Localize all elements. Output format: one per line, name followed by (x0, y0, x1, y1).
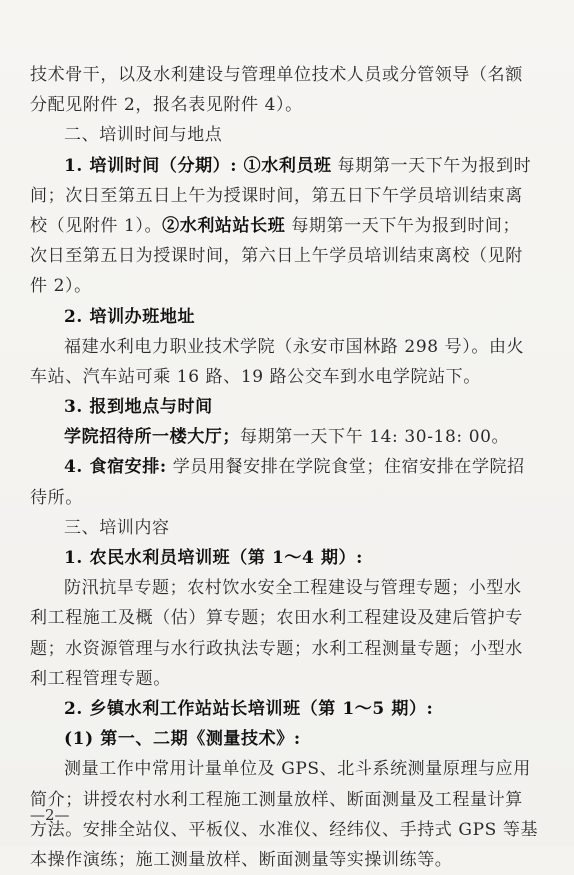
bold-text: ②水利站站长班 (162, 215, 286, 236)
text: 每期第一天下午为报到时间； (285, 215, 521, 236)
text: 题；水资源管理与水行政执法专题；水利工程测量专题；小型水 (30, 638, 523, 659)
bold-text: 学院招待所一楼大厅； (64, 427, 240, 448)
section-heading-3 (30, 513, 550, 543)
para-line (30, 241, 550, 271)
text: 待所。 (30, 487, 83, 508)
para-line (30, 332, 550, 362)
text: 利工程管理专题。 (30, 668, 171, 689)
text: 校（见附件 1）。 (30, 215, 163, 236)
para-line (30, 754, 550, 784)
text: 福建水利电力职业技术学院（永安市国林路 298 号）。由火 (64, 336, 525, 357)
text: 本操作演练；施工测量放样、断面测量等实操训练等。 (30, 849, 453, 870)
para-line (30, 483, 550, 513)
text: 间；次日至第五日上午为授课时间，第五日下午学员培训结束离 (30, 185, 523, 206)
para-line (30, 181, 550, 211)
text: 次日至第五日为授课时间，第六日上午学员培训结束离校（见附 (30, 246, 523, 267)
text: 简介；讲授农村水利工程施工测量放样、断面测量及工程量计算 (30, 789, 523, 810)
text: 防汛抗旱专题；农村饮水安全工程建设与管理专题；小型水 (64, 578, 522, 599)
subheading-survey-tech (30, 724, 550, 754)
section-heading-2 (30, 120, 550, 150)
para-line (30, 211, 550, 241)
page-number: —2— (30, 806, 70, 824)
subheading-station-chief-class (30, 694, 550, 724)
bold-text: 2. 乡镇水利工作站站长培训班（第 1～5 期）: (64, 698, 434, 719)
bold-text: 2. 培训办班地址 (64, 306, 196, 327)
bold-text: 1. 农民水利员培训班（第 1～4 期）: (64, 548, 364, 568)
text: 分配见附件 2，报名表见附件 4）。 (30, 95, 303, 116)
para-line-1 (30, 60, 550, 90)
text: 车站、汽车站可乘 16 路、19 路公交车到水电学院站下。 (30, 366, 481, 387)
subheading-training-time (30, 151, 550, 181)
para-line (30, 815, 550, 845)
para-line (30, 664, 550, 694)
para-line (30, 785, 550, 815)
para-line (30, 362, 550, 392)
subheading-water-officer-class (30, 543, 550, 573)
bold-text: (1) 第一、二期《测量技术》: (64, 729, 301, 750)
para-line (30, 271, 550, 301)
text: 学员用餐安排在学院食堂；住宿安排在学院招 (166, 457, 525, 478)
para-line (30, 422, 550, 452)
para-line-2 (30, 90, 550, 120)
text: 测量工作中常用计量单位及 GPS、北斗系统测量原理与应用 (64, 759, 531, 780)
text: 每期第一天下午为报到时 (331, 155, 532, 176)
subheading-lodging (30, 452, 550, 482)
subheading-address (30, 302, 550, 332)
heading-text: 二、培训时间与地点 (64, 125, 223, 146)
text: 技术骨干，以及水利建设与管理单位技术人员或分管领导（名额 (30, 65, 523, 85)
text: 利工程施工及概（估）算专题；农田水利工程建设及建后管护专 (30, 608, 523, 629)
bold-text: 4. 食宿安排: (64, 457, 167, 478)
bold-text: 1. 培训时间（分期）: ①水利员班 (64, 155, 332, 176)
text: 每期第一天下午 14: 30-18: 00。 (240, 427, 510, 448)
text: 件 2）。 (30, 276, 92, 297)
text: 方法。安排全站仪、平板仪、水准仪、经纬仪、手持式 GPS 等基 (30, 819, 539, 840)
para-line (30, 573, 550, 603)
para-line (30, 845, 550, 875)
bold-text: 3. 报到地点与时间 (64, 397, 213, 418)
para-line (30, 603, 550, 633)
para-line (30, 634, 550, 664)
body-text (30, 60, 550, 875)
subheading-checkin (30, 392, 550, 422)
heading-text: 三、培训内容 (64, 517, 170, 538)
